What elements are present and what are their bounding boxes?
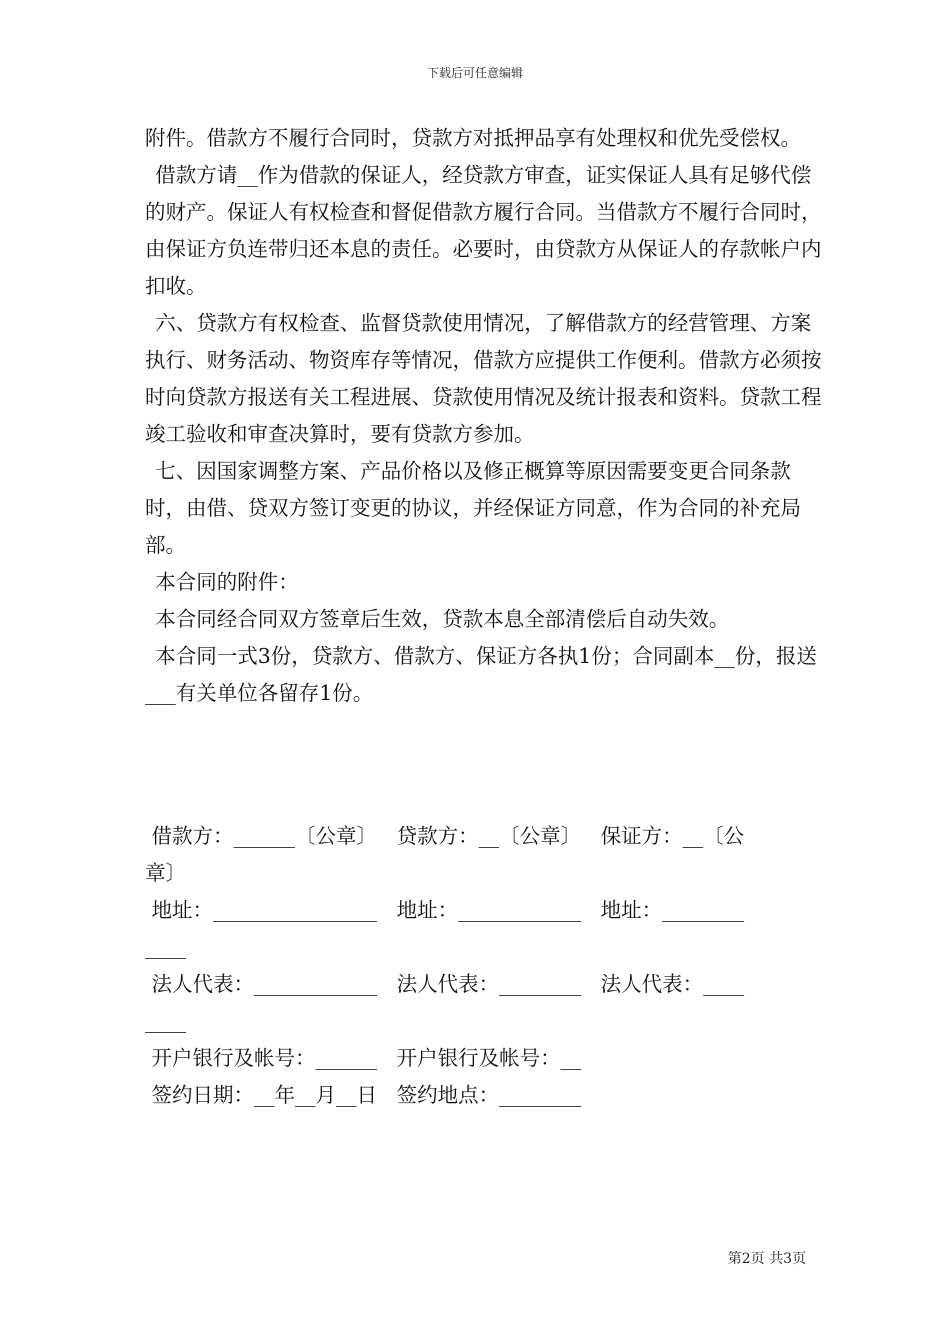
signature-line: 借款方：______〔公章〕 贷款方：__〔公章〕 保证方：__〔公 bbox=[145, 824, 745, 848]
paragraph: 本合同的附件： bbox=[155, 570, 299, 594]
signature-line: 章〕 bbox=[145, 861, 186, 885]
paragraph: 本合同经合同双方签章后生效，贷款本息全部清偿后自动失效。 bbox=[155, 607, 730, 631]
paragraph: 借款方请__作为借款的保证人，经贷款方审查，证实保证人具有足够代偿的财产。保证人有权检查和督促借款方履行合同。当借款方不履行合同时，由保证方负连带归还本息的责任。必要时，由贷款方从保证人的存款帐户内扣收。 bbox=[145, 163, 822, 298]
signature-block bbox=[145, 818, 825, 1114]
signature-line: 签约日期：__年__月__日 签约地点：________ bbox=[145, 1083, 582, 1107]
signature-line: ____ bbox=[145, 1009, 186, 1033]
paragraph: 本合同一式3份，贷款方、借款方、保证方各执1份；合同副本__份，报送___有关单位各留存1份。 bbox=[145, 644, 817, 705]
paragraph: 附件。借款方不履行合同时，贷款方对抵押品享有处理权和优先受偿权。 bbox=[145, 126, 801, 150]
paragraph: 六、贷款方有权检查、监督贷款使用情况，了解借款方的经营管理、方案执行、财务活动、物资库存等情况，借款方应提供工作便利。借款方必须按时向贷款方报送有关工程进展、贷款使用情况及统计报表和资料。贷款工程竣工验收和审查决算时，要有贷款方参加。 bbox=[145, 311, 822, 446]
paragraph: 七、因国家调整方案、产品价格以及修正概算等原因需要变更合同条款时，由借、贷双方签订变更的协议，并经保证方同意，作为合同的补充局部。 bbox=[145, 459, 801, 557]
signature-line: 开户银行及帐号：______ 开户银行及帐号：__ bbox=[145, 1046, 582, 1070]
signature-line: 法人代表：____________ 法人代表：________ 法人代表：____ bbox=[145, 972, 745, 996]
contract-body bbox=[145, 120, 825, 712]
signature-line: 地址：________________ 地址：____________ 地址：________ bbox=[145, 898, 745, 922]
page-header: 下载后可任意编辑 bbox=[426, 66, 523, 80]
page-number: 第2页 共3页 bbox=[727, 1251, 806, 1267]
signature-line: ____ bbox=[145, 935, 186, 959]
